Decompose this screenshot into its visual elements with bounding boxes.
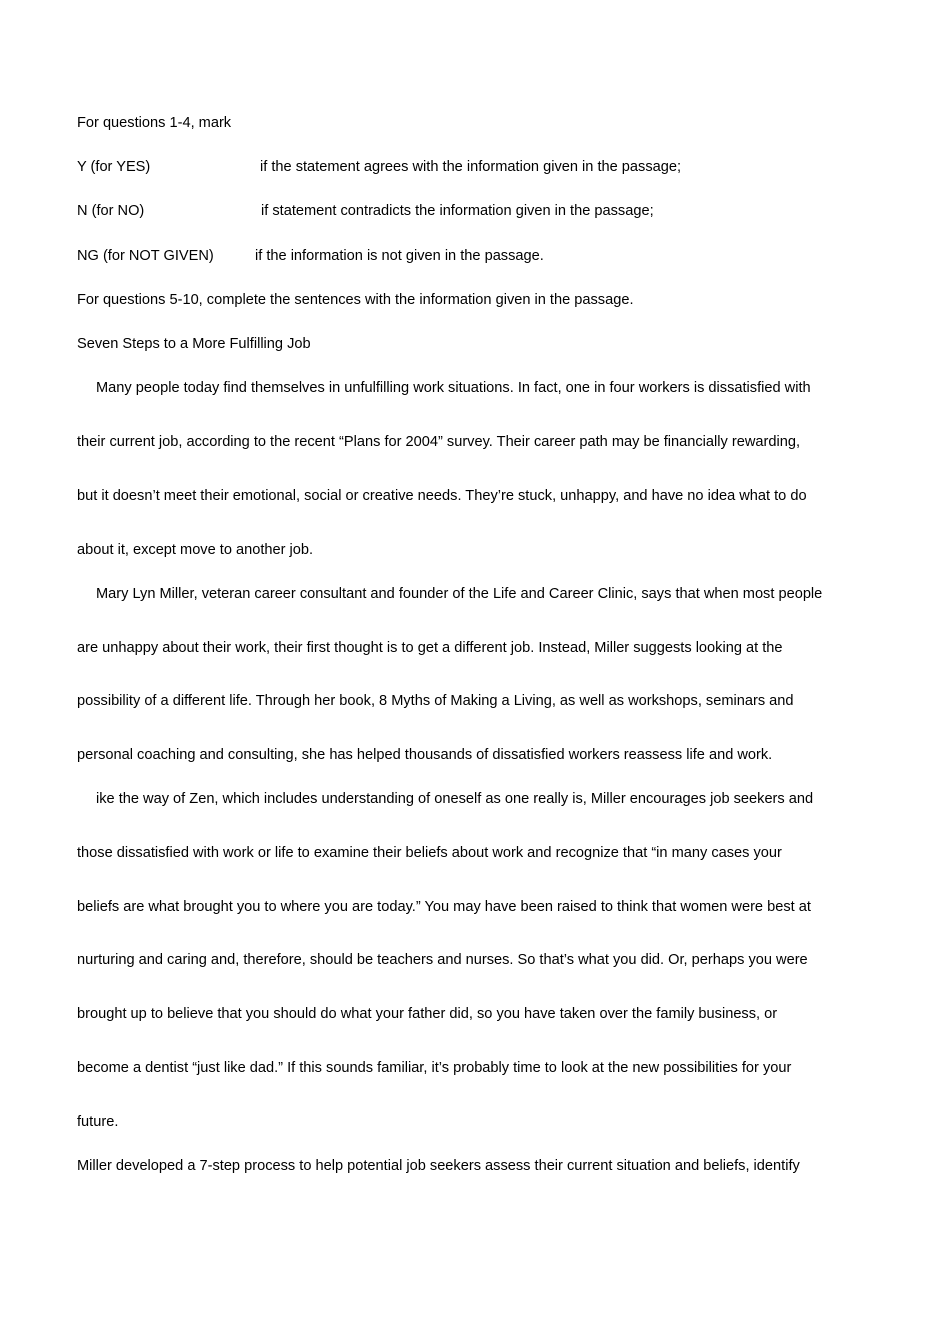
paragraph1-line: Many people today find themselves in unfulfilling work situations. In fact, one in four workers is dissatisfied with [96, 380, 811, 396]
mark-no-description: if statement contradicts the information given in the passage; [261, 203, 654, 219]
paragraph2-line: Mary Lyn Miller, veteran career consultant and founder of the Life and Career Clinic, says that when most people [96, 586, 823, 602]
paragraph3-line: beliefs are what brought you to where you are today.” You may have been raised to think that women were best at [77, 899, 811, 915]
mark-not-given-row [77, 246, 544, 266]
paragraph2-line: are unhappy about their work, their first thought is to get a different job. Instead, Miller suggests looking at the [77, 640, 783, 656]
mark-no-code: N (for NO) [77, 203, 145, 219]
paragraph3-line: brought up to believe that you should do what your father did, so you have taken over the family business, or [77, 1006, 778, 1022]
paragraph3-line: become a dentist “just like dad.” If this sounds familiar, it’s probably time to look at the new possibilities for your [77, 1060, 792, 1076]
mark-not-given-description: if the information is not given in the passage. [255, 248, 544, 264]
instructions-intro: For questions 1-4, mark [77, 115, 232, 131]
mark-not-given-code: NG (for NOT GIVEN) [77, 248, 214, 264]
mark-no-row [77, 201, 654, 221]
instructions-sentences: For questions 5-10, complete the sentences with the information given in the passage. [77, 292, 634, 308]
paragraph2-line: personal coaching and consulting, she has helped thousands of dissatisfied workers reassess life and work. [77, 747, 773, 763]
paragraph3-line: nurturing and caring and, therefore, should be teachers and nurses. So that’s what you did. Or, perhaps you were [77, 952, 808, 968]
mark-yes-description: if the statement agrees with the information given in the passage; [260, 159, 682, 175]
passage-title: Seven Steps to a More Fulfilling Job [77, 336, 311, 352]
paragraph1-line: about it, except move to another job. [77, 542, 314, 558]
paragraph1-line: but it doesn’t meet their emotional, social or creative needs. They’re stuck, unhappy, and have no idea what to do [77, 488, 807, 504]
paragraph1-line: their current job, according to the recent “Plans for 2004” survey. Their career path may be financially rewarding, [77, 434, 801, 450]
paragraph3-line: ike the way of Zen, which includes understanding of oneself as one really is, Miller encourages job seekers and [96, 791, 814, 807]
paragraph4-line: Miller developed a 7-step process to help potential job seekers assess their current situation and beliefs, identify [77, 1158, 800, 1174]
paragraph3-line: those dissatisfied with work or life to examine their beliefs about work and recognize that “in many cases your [77, 845, 782, 861]
paragraph2-line: possibility of a different life. Through her book, 8 Myths of Making a Living, as well as workshops, seminars and [77, 693, 794, 709]
mark-yes-row [77, 157, 682, 177]
mark-yes-code: Y (for YES) [77, 159, 151, 175]
paragraph3-line: future. [77, 1114, 119, 1130]
